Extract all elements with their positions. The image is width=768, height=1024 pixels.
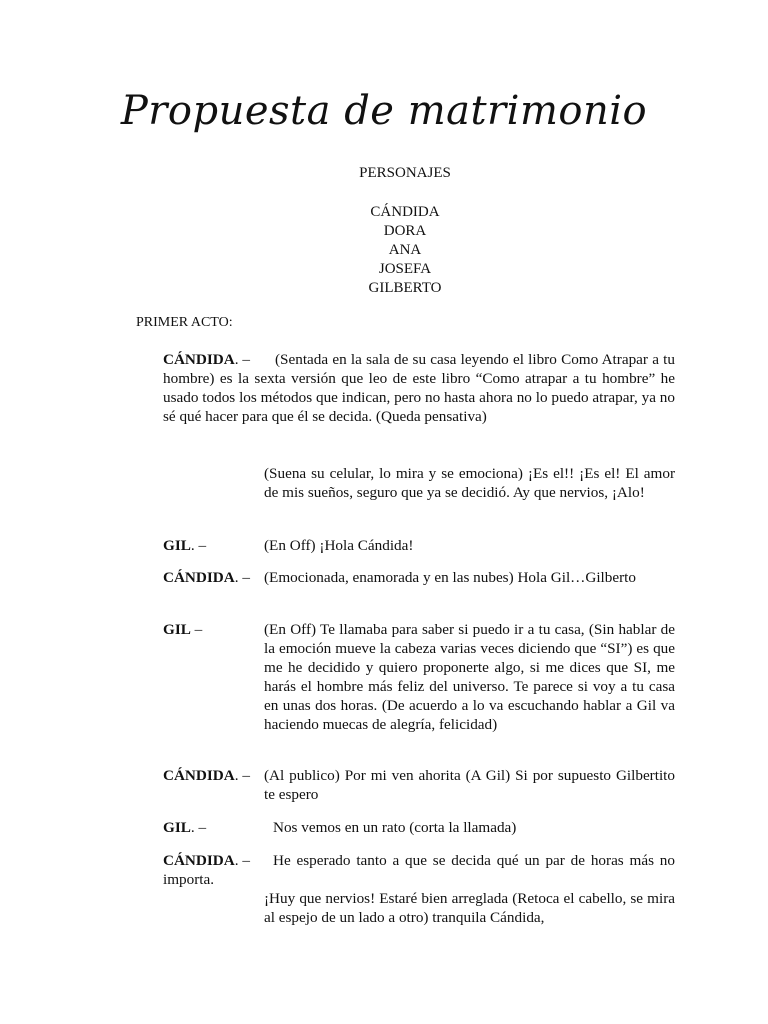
speech-paragraph: Nos vemos en un rato (corta la llamada) — [273, 819, 517, 836]
dialogue-entry-continuation — [163, 889, 675, 927]
speaker-label — [163, 766, 250, 785]
dialogue-entry — [163, 851, 675, 889]
speaker-name: CÁNDIDA — [163, 852, 235, 869]
speaker-name: CÁNDIDA — [163, 767, 235, 784]
speaker-tag: . – — [234, 569, 250, 586]
dialogue-entry-continuation — [163, 464, 675, 502]
speaker-label — [163, 536, 206, 555]
dialogue-entry — [163, 766, 675, 804]
dialogue-entry — [163, 818, 675, 837]
speech-paragraph: (Al publico) Por mi ven ahorita (A Gil) Si por supuesto Gilbertito te espero — [264, 767, 675, 803]
speaker-name: CÁNDIDA — [163, 351, 235, 368]
speech-paragraph: (Suena su celular, lo mira y se emociona) ¡Es el!! ¡Es el! El amor de mis sueños, seguro que ya se decidió. Ay que nervios, ¡Alo! — [264, 465, 675, 501]
speaker-name: GIL — [163, 621, 191, 638]
speech-paragraph: ¡Huy que nervios! Estaré bien arreglada (Retoca el cabello, se mira al espejo de un lado a otro) tranquila Cándida, — [264, 890, 675, 926]
document-title: Propuesta de matrimonio — [120, 88, 648, 134]
personajes-heading: PERSONAJES — [359, 165, 451, 181]
speaker-name: CÁNDIDA — [163, 569, 235, 586]
speaker-name: GIL — [163, 537, 191, 554]
character-name: ANA — [388, 242, 422, 258]
dialogue-entry — [163, 620, 675, 734]
speaker-tag: – — [190, 621, 203, 638]
speaker-tag: . – — [234, 351, 250, 368]
speaker-tag: . – — [234, 852, 250, 869]
speaker-tag: . – — [190, 537, 207, 554]
character-name: JOSEFA — [378, 261, 432, 277]
speech-paragraph: (Emocionada, enamorada y en las nubes) Hola Gil…Gilberto — [264, 569, 636, 586]
speaker-name: GIL — [163, 819, 191, 836]
character-name: DORA — [383, 223, 427, 239]
speaker-tag: . – — [190, 819, 207, 836]
character-name: CÁNDIDA — [370, 204, 440, 220]
dialogue-entry — [163, 350, 675, 426]
speaker-label — [163, 851, 250, 870]
speaker-label — [163, 818, 206, 837]
dialogue-entry — [163, 536, 675, 555]
speaker-label — [163, 568, 250, 587]
act-heading: PRIMER ACTO: — [136, 315, 233, 330]
speech-paragraph: He esperado tanto a que se decida qué un par de horas más no importa. — [163, 852, 675, 888]
character-name: GILBERTO — [368, 280, 442, 296]
speaker-label — [163, 620, 202, 639]
speaker-tag: . – — [234, 767, 250, 784]
dialogue-entry — [163, 568, 675, 587]
speech-paragraph: (Sentada en la sala de su casa leyendo el libro Como Atrapar a tu hombre) es la sexta versión que leo de este libro “Como atrapar a tu hombre” he usado todos los métodos que indican, pero no hasta ahora no lo puedo atrapar, ya no sé qué hacer para que él se decida. (Queda pensativa) — [163, 351, 675, 425]
speech-paragraph: (En Off) Te llamaba para saber si puedo ir a tu casa, (Sin hablar de la emoción mueve la cabeza varias veces diciendo que “SI”) es que me he decidido y quiero proponerte algo, si me dices que SI, me harás el hombre más feliz del universo. Te parece si voy a tu casa en unas dos horas. (De acuerdo a lo va escuchando hablar a Gil va haciendo muecas de alegría, felicidad) — [264, 621, 675, 733]
speech-paragraph: (En Off) ¡Hola Cándida! — [264, 537, 414, 554]
speaker-label — [163, 350, 250, 369]
